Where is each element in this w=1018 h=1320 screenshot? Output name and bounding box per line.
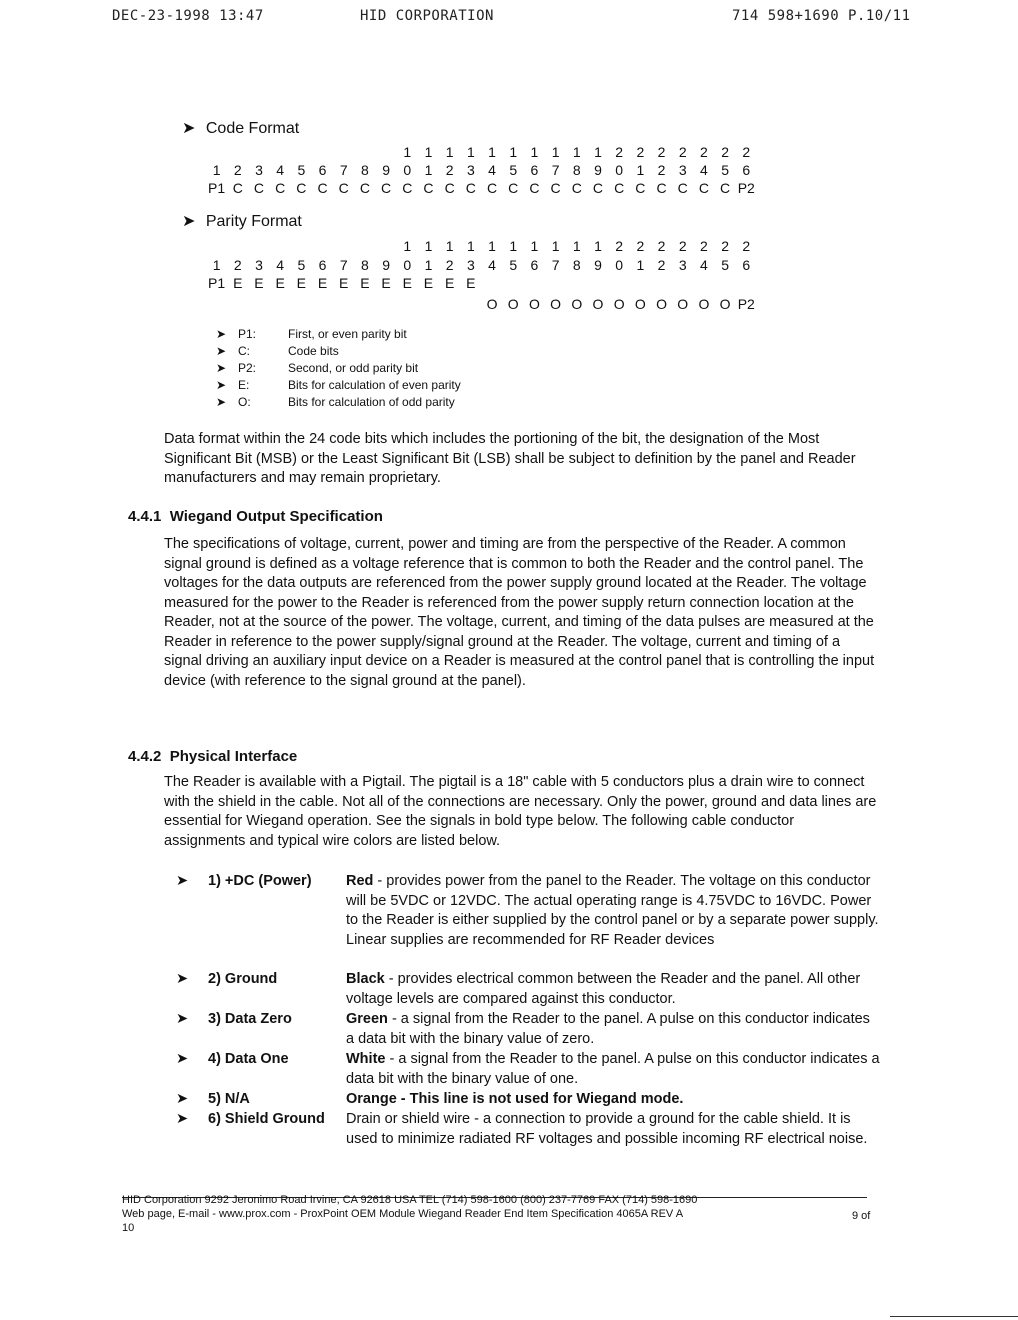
code-format-tens-cell: 1 [466, 144, 475, 160]
parity-format-even-row [206, 275, 757, 291]
parity-format-even-cell: E [254, 275, 264, 291]
code-format-bit-cell: C [698, 180, 709, 196]
bullet-arrow-icon: ➤ [176, 873, 189, 889]
code-format-bit-cell: C [529, 180, 540, 196]
code-format-tens-cell: 2 [721, 144, 729, 160]
parity-format-units-cell: 9 [594, 257, 602, 273]
code-format-units-cell: 9 [382, 162, 390, 178]
code-format-bit-cell: C [550, 180, 561, 196]
parity-format-even-cell: E [466, 275, 476, 291]
code-format-tens-cell: 1 [403, 144, 412, 160]
parity-format-even-cell: E [339, 275, 349, 291]
parity-format-units-cell: 6 [742, 257, 751, 273]
legend-desc: Second, or odd parity bit [288, 361, 419, 375]
code-format-tens-cell: 1 [572, 144, 581, 160]
signal-description [346, 872, 881, 950]
footer-line2: Web page, E-mail - www.prox.com - ProxPoint OEM Module Wiegand Reader End Item Specification 4065A REV A [122, 1208, 684, 1220]
parity-format-odd-row [206, 296, 757, 312]
data-format-paragraph: Data format within the 24 code bits which includes the portioning of the bit, the designation of the Most Significant Bit (MSB) or the Least Significant Bit (LSB) shall be subject to definition by the panel and Reader manufacturers and may remain proprietary. [164, 431, 856, 486]
code-format-units-cell: 1 [424, 162, 433, 178]
parity-format-even-cell: E [444, 275, 455, 291]
parity-format-tens-cell: 1 [466, 238, 475, 254]
parity-format-even-cell: E [402, 275, 412, 291]
parity-format-units-cell: 3 [466, 257, 475, 273]
legend-item [216, 360, 461, 377]
code-format-heading: ➤ Code Format [182, 120, 300, 137]
code-format-bit-cell: C [677, 180, 688, 196]
parity-format-units-cell: 7 [339, 257, 348, 273]
legend-desc: Bits for calculation of even parity [288, 378, 461, 392]
code-format-tens-cell: 2 [636, 144, 645, 160]
signal-description-text: - This line is not used for Wiegand mode. [396, 1091, 684, 1107]
parity-format-odd-cell: O [550, 296, 562, 312]
parity-format-units-cell: 5 [509, 257, 518, 273]
parity-format-tens-cell: 2 [678, 238, 687, 254]
parity-format-units-cell: 7 [551, 257, 560, 273]
code-format-units-cell: 8 [361, 162, 369, 178]
legend-key: P1: [238, 327, 257, 341]
parity-format-tens-cell: 1 [403, 238, 412, 254]
code-format-units-cell: 4 [700, 162, 708, 178]
code-format-units-cell: 3 [678, 162, 687, 178]
code-format-units-cell: 3 [255, 162, 263, 178]
code-format-tens-cell: 2 [657, 144, 666, 160]
parity-format-heading: ➤ Parity Format [182, 213, 302, 230]
parity-format-units-cell: 8 [361, 257, 369, 273]
parity-format-units-cell: 3 [678, 257, 687, 273]
legend-key: C: [238, 344, 250, 358]
fax-company: HID CORPORATION [360, 8, 494, 24]
parity-format-units-cell: 1 [636, 257, 645, 273]
code-format-bit-cell: C [614, 180, 625, 196]
bullet-arrow-icon: ➤ [216, 361, 227, 375]
parity-format-units-cell: 5 [721, 257, 729, 273]
code-format-units-cell: 1 [636, 162, 645, 178]
bullet-arrow-icon: ➤ [176, 1091, 189, 1107]
parity-format-units-cell: 6 [318, 257, 327, 273]
signal-name: 1) +DC (Power) [208, 873, 312, 889]
parity-format-tens-cell: 2 [721, 238, 729, 254]
parity-format-tens-cell: 1 [530, 238, 539, 254]
corner-mark [890, 1316, 1018, 1317]
code-format-bit-cell: C [253, 180, 265, 196]
code-format-tens-cell: 1 [445, 144, 454, 160]
code-format-units-cell: 2 [445, 162, 454, 178]
footer-line1: HID Corporation 9292 Jeronimo Road Irvine, CA 92618 USA TEL (714) 598-1600 (800) 237-7769 FAX (714) 598-1690 [122, 1194, 698, 1206]
parity-format-units-cell: 5 [297, 257, 306, 273]
signal-name: 2) Ground [208, 971, 278, 987]
bullet-arrow-icon: ➤ [216, 378, 227, 392]
signal-table [176, 872, 891, 1172]
code-format-units-cell: 7 [551, 162, 560, 178]
code-format-bit-cell: C [275, 180, 286, 196]
parity-format-tens-cell: 1 [445, 238, 454, 254]
footer-page-total: 10 [122, 1222, 135, 1234]
parity-format-odd-cell: O [698, 296, 710, 312]
code-format-bit-cell: C [317, 180, 328, 196]
legend-item [216, 377, 461, 394]
code-format-bit-cell: C [402, 180, 413, 196]
code-format-bits-row [206, 180, 757, 196]
code-format-bit-cell: C [635, 180, 646, 196]
code-format-tens-cell: 1 [530, 144, 539, 160]
signal-name: 5) N/A [208, 1091, 250, 1107]
code-format-units-cell: 1 [212, 162, 221, 178]
bullet-arrow-icon: ➤ [182, 120, 196, 137]
parity-format-tens-cell: 1 [594, 238, 602, 254]
bullet-arrow-icon: ➤ [216, 327, 227, 341]
parity-format-tens-cell: 1 [551, 238, 560, 254]
parity-format-odd-cell: O [634, 296, 646, 312]
code-format-units-cell: 0 [403, 162, 412, 178]
code-format-units-cell: 6 [530, 162, 539, 178]
parity-format-odd-cell: O [613, 296, 625, 312]
code-format-bit-cell: C [571, 180, 582, 196]
parity-format-units-cell: 6 [530, 257, 539, 273]
parity-format-units-cell: 4 [488, 257, 496, 273]
section-441-heading: 4.4.1 Wiegand Output Specification [128, 508, 383, 525]
signal-description-text: - provides electrical common between the Reader and the panel. All other voltage levels are compared against this conductor. [346, 971, 861, 1007]
code-format-bit-cell: C [444, 180, 455, 196]
bullet-arrow-icon: ➤ [176, 1051, 189, 1067]
code-format-bit-cell: P1 [208, 180, 226, 196]
code-format-units-cell: 4 [276, 162, 285, 178]
code-format-bit-cell: C [232, 180, 243, 196]
fax-phone: 714 598+1690 [732, 8, 840, 24]
code-format-bit-cell: C [656, 180, 667, 196]
legend-key: E: [238, 378, 250, 392]
code-format-tens-cell: 2 [700, 144, 708, 160]
signal-description-text: - provides power from the panel to the Reader. The voltage on this conductor will be 5VDC or 12VDC. The actual operating range is 4.75VDC to 16VDC. Power to the Reader is either supplied by the control panel or by a separate power supply. Linear supplies are recommended for RF Reader devices [346, 873, 879, 948]
signal-name: 6) Shield Ground [208, 1111, 325, 1127]
signal-description [346, 1050, 881, 1089]
signal-description [346, 1110, 881, 1149]
code-format-units-cell: 4 [488, 162, 496, 178]
code-format-bit-cell: C [359, 180, 370, 196]
bullet-arrow-icon: ➤ [176, 1111, 189, 1127]
code-format-units-cell: 7 [339, 162, 348, 178]
bullet-arrow-icon: ➤ [216, 395, 227, 409]
legend-item [216, 394, 461, 411]
signal-description-text: - a signal from the Reader to the panel. A pulse on this conductor indicates a data bit with the binary value of one. [346, 1051, 880, 1087]
parity-format-tens-row [206, 238, 757, 254]
legend-desc: First, or even parity bit [288, 327, 407, 341]
signal-name: 4) Data One [208, 1051, 289, 1067]
parity-format-tens-cell: 1 [572, 238, 581, 254]
parity-format-tens-cell: 1 [424, 238, 433, 254]
legend-key: O: [238, 395, 251, 409]
signal-description [346, 1010, 881, 1049]
code-format-units-cell: 3 [466, 162, 475, 178]
signal-description [346, 970, 881, 1009]
code-format-tens-cell: 1 [488, 144, 496, 160]
parity-format-tens-cell: 2 [636, 238, 645, 254]
parity-format-units-cell: 0 [403, 257, 412, 273]
code-format-tens-cell: 2 [742, 144, 751, 160]
legend-list [216, 326, 461, 411]
parity-format-even-cell: E [275, 275, 285, 291]
parity-format-units-cell: 2 [657, 257, 666, 273]
parity-format-even-cell: E [381, 275, 391, 291]
signal-wire-color: Orange [346, 1091, 397, 1107]
parity-format-odd-cell: O [528, 296, 540, 312]
code-format-units-cell: 6 [742, 162, 751, 178]
code-format-tens-cell: 1 [594, 144, 602, 160]
parity-format-even-cell: E [317, 275, 328, 291]
parity-format-odd-cell: O [486, 296, 498, 312]
code-format-bit-cell: C [423, 180, 434, 196]
code-format-tens-cell: 1 [509, 144, 518, 160]
legend-key: P2: [238, 361, 257, 375]
legend-item [216, 343, 461, 360]
parity-format-units-cell: 1 [424, 257, 433, 273]
code-format-bit-cell: C [486, 180, 498, 196]
parity-format-even-cell: E [233, 275, 243, 291]
signal-description-text: - a signal from the Reader to the panel. A pulse on this conductor indicates a data bit with the binary value of zero. [346, 1011, 870, 1047]
parity-format-units-cell: 4 [700, 257, 708, 273]
parity-format-units-cell: 0 [615, 257, 624, 273]
signal-wire-color: White [346, 1051, 386, 1067]
code-format-units-cell: 5 [297, 162, 306, 178]
parity-format-units-row [206, 257, 757, 273]
parity-format-units-cell: 4 [276, 257, 285, 273]
code-format-bit-cell: C [720, 180, 731, 196]
code-format-bit-cell: C [508, 180, 519, 196]
footer-page: 9 of [852, 1210, 871, 1222]
signal-description-text: Drain or shield wire - a connection to provide a ground for the cable shield. It is used to minimize radiated RF voltages and possible incoming RF electrical noise. [346, 1111, 868, 1147]
code-format-bit-cell: C [465, 180, 476, 196]
parity-format-even-cell: P1 [208, 275, 226, 291]
code-format-units-row [206, 162, 757, 178]
section-441-body: The specifications of voltage, current, power and timing are from the perspective of the Reader. A common signal ground is defined as a voltage reference that is common to both the Reader and the control panel. The voltages for the data outputs are referenced from the power supply ground located at the Reader. The voltage measured for the power to the Reader is referenced from the power supply return connection location at the Reader, not at the source of the power. The voltage, current, and timing of the data pulses are measured at the Reader in reference to the power supply/signal ground at the Reader. The voltage, current and timing of a signal driving an auxiliary input device on a Reader is measured at the control panel that is controlling the input device (with reference to the signal ground at the panel). [164, 536, 875, 689]
section-442-body: The Reader is available with a Pigtail. The pigtail is a 18" cable with 5 conductors plus a drain wire to connect with the shield in the cable. Not all of the connections are necessary. Only the power, ground and data lines are essential for Wiegand operation. See the signals in bold type below. The following cable conductor assignments and typical wire colors are listed below. [164, 774, 877, 849]
bullet-arrow-icon: ➤ [176, 971, 189, 987]
parity-format-tens-cell: 2 [615, 238, 624, 254]
parity-format-odd-cell: O [719, 296, 731, 312]
parity-format-units-cell: 1 [212, 257, 221, 273]
signal-name: 3) Data Zero [208, 1011, 292, 1027]
parity-format-even-cell: E [360, 275, 370, 291]
legend-item [216, 326, 461, 343]
code-format-bit-cell: C [592, 180, 604, 196]
code-format-tens-cell: 1 [424, 144, 433, 160]
parity-format-odd-cell: P2 [737, 296, 755, 312]
parity-format-tens-cell: 2 [700, 238, 708, 254]
legend-desc: Bits for calculation of odd parity [288, 395, 455, 409]
code-format-units-cell: 2 [233, 162, 242, 178]
fax-page: P.10/11 [848, 8, 911, 24]
bullet-arrow-icon: ➤ [216, 344, 227, 358]
parity-format-even-cell: E [296, 275, 307, 291]
parity-format-units-cell: 3 [255, 257, 263, 273]
parity-format-units-cell: 2 [445, 257, 454, 273]
code-format-units-cell: 5 [509, 162, 518, 178]
parity-format-odd-cell: O [592, 296, 604, 312]
code-format-tens-cell: 2 [615, 144, 624, 160]
parity-format-tens-cell: 1 [509, 238, 518, 254]
code-format-units-cell: 8 [572, 162, 581, 178]
parity-format-odd-cell: O [571, 296, 583, 312]
bullet-arrow-icon: ➤ [176, 1011, 189, 1027]
code-format-tens-cell: 1 [551, 144, 560, 160]
code-format-units-cell: 9 [594, 162, 602, 178]
parity-format-odd-cell: O [507, 296, 519, 312]
bullet-arrow-icon: ➤ [182, 213, 196, 230]
signal-wire-color: Black [346, 971, 385, 987]
legend-desc: Code bits [288, 344, 339, 358]
code-format-units-cell: 6 [318, 162, 327, 178]
code-format-tens-row [206, 144, 757, 160]
code-format-units-cell: 5 [721, 162, 729, 178]
code-format-bit-cell: C [381, 180, 392, 196]
parity-format-tens-cell: 2 [657, 238, 666, 254]
parity-format-units-cell: 8 [572, 257, 581, 273]
code-format-bit-cell: P2 [737, 180, 755, 196]
parity-format-tens-cell: 2 [742, 238, 751, 254]
signal-description [346, 1090, 881, 1110]
fax-date-time: DEC-23-1998 13:47 [112, 8, 264, 24]
parity-format-odd-cell: O [656, 296, 667, 312]
parity-format-units-cell: 9 [382, 257, 390, 273]
section-442-heading: 4.4.2 Physical Interface [128, 748, 298, 765]
code-format-bit-cell: C [338, 180, 349, 196]
code-format-tens-cell: 2 [678, 144, 687, 160]
parity-format-tens-cell: 1 [488, 238, 496, 254]
signal-wire-color: Red [346, 873, 374, 889]
parity-format-odd-cell: O [677, 296, 689, 312]
parity-format-units-cell: 2 [233, 257, 242, 273]
code-format-units-cell: 0 [615, 162, 624, 178]
parity-format-even-cell: E [423, 275, 434, 291]
signal-wire-color: Green [346, 1011, 388, 1027]
code-format-units-cell: 2 [657, 162, 666, 178]
code-format-bit-cell: C [296, 180, 307, 196]
